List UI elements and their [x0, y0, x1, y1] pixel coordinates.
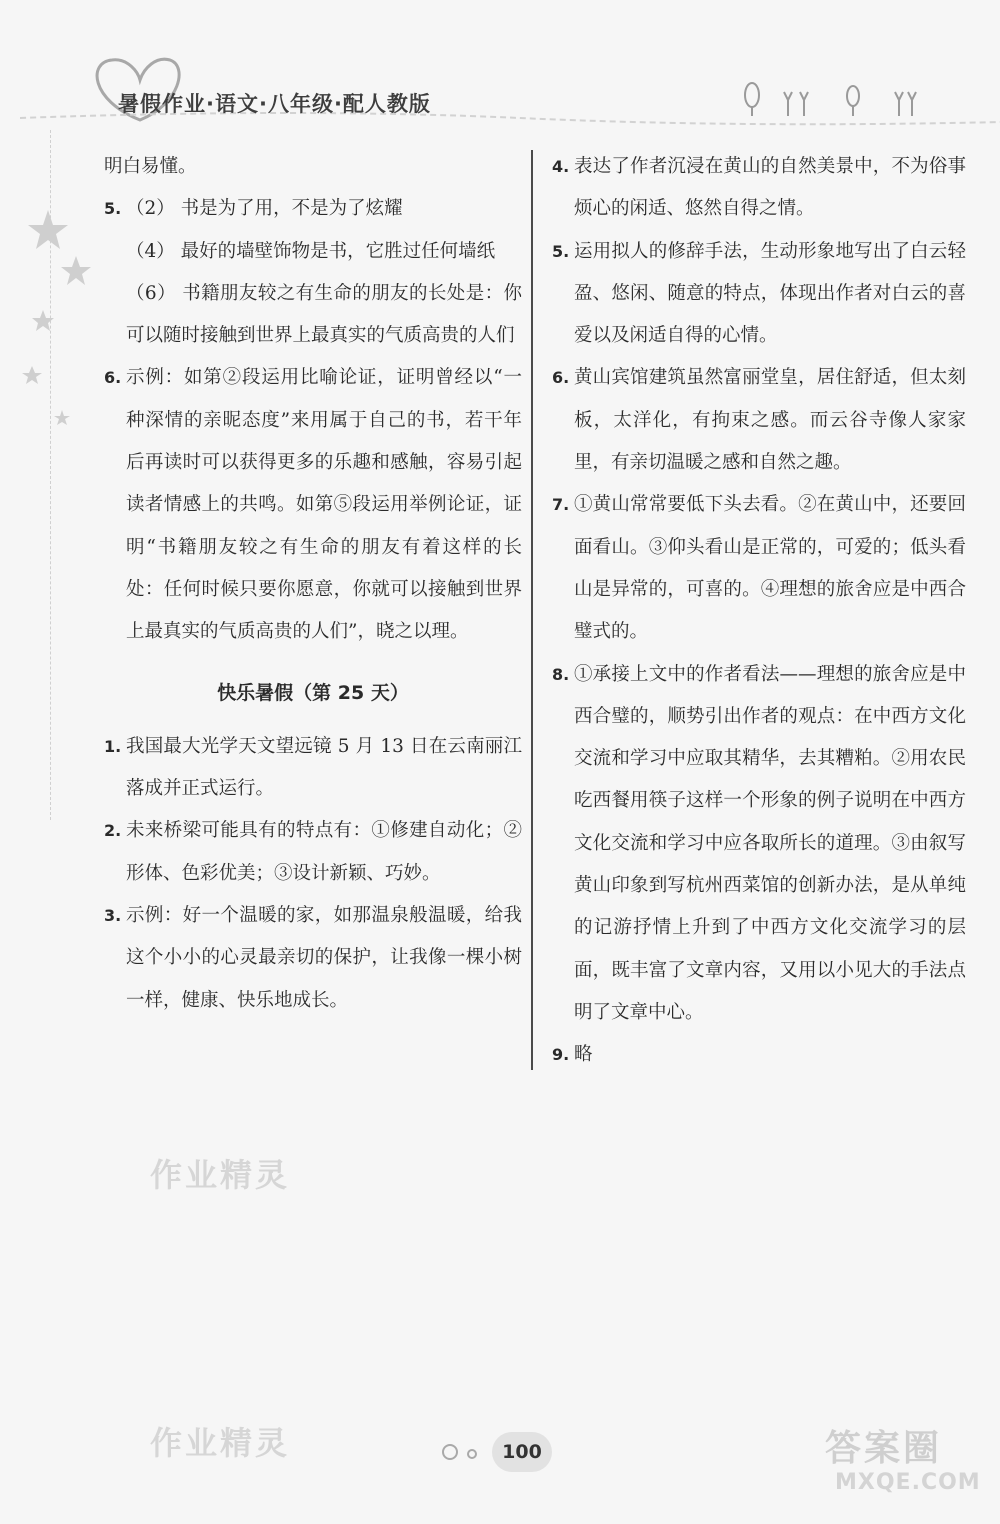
- answer-text: ①黄山常常要低下头去看。②在黄山中，还要回面看山。③仰头看山是正常的，可爱的；低头看山是异常的，可喜的。④理想的旅舍应是中西合璧式的。: [574, 494, 966, 643]
- answer-item-5: [552, 231, 966, 358]
- answer-item-2: [104, 810, 522, 895]
- star-icon: [54, 410, 70, 425]
- answer-text: 运用拟人的修辞手法，生动形象地写出了白云轻盈、悠闲、随意的特点，体现出作者对白云的喜爱以及闲适自得的心情。: [574, 240, 966, 347]
- answer-text: 略: [574, 1044, 593, 1066]
- watermark: 作业精灵: [150, 1156, 291, 1194]
- item-number: 2.: [104, 821, 122, 841]
- header-decoration: [0, 0, 1000, 160]
- answer-item-3: [104, 895, 522, 1022]
- star-icon: [22, 366, 42, 384]
- answer-item-1: [104, 726, 522, 811]
- answer-part: （2） 书是为了用，不是为了炫耀: [126, 198, 403, 220]
- plant-icons: [745, 83, 916, 116]
- answer-text: 未来桥梁可能具有的特点有：①修建自动化；②形体、色彩优美；③设计新颖、巧妙。: [126, 820, 522, 884]
- section-title: 快乐暑假（第 25 天）: [217, 681, 409, 704]
- star-icon: [61, 256, 91, 285]
- item-number: 3.: [104, 906, 122, 926]
- watermark: 作业精灵: [150, 1424, 291, 1462]
- answer-item-9: [552, 1034, 966, 1076]
- column-divider: [531, 150, 533, 1070]
- item-number: 6.: [104, 368, 122, 388]
- answer-text: 表达了作者沉浸在黄山的自然美景中，不为俗事烦心的闲适、悠然自得之情。: [574, 156, 966, 220]
- answer-item-4: [552, 146, 966, 231]
- page-number: 100: [492, 1432, 552, 1472]
- item-number: 8.: [552, 664, 570, 684]
- page-number-area: [440, 1428, 560, 1488]
- star-icon: [32, 310, 54, 331]
- right-column: [552, 146, 966, 1077]
- answer-text: 示例：好一个温暖的家，如那温泉般温暖，给我这个小小的心灵最亲切的保护，让我像一棵小树一样，健康、快乐地成长。: [126, 905, 522, 1011]
- item-number: 9.: [552, 1045, 570, 1065]
- watermark-site: MXQE.COM: [835, 1470, 981, 1495]
- item-number: 5.: [552, 241, 570, 261]
- page-header: [0, 0, 1000, 160]
- answer-item-6: [104, 357, 522, 653]
- answer-item-6: [552, 357, 966, 484]
- watermark-logo: 答案圈: [825, 1428, 943, 1469]
- answer-part: （4） 最好的墙壁饰物是书，它胜过任何墙纸: [126, 240, 496, 262]
- answer-part: （6） 书籍朋友较之有生命的朋友的长处是：你可以随时接触到世界上最真实的气质高贵的人们: [126, 282, 522, 347]
- continuation-text: 明白易懂。: [104, 156, 197, 177]
- answer-text: 示例：如第②段运用比喻论证，证明曾经以“一种深情的亲昵态度”来用属于自己的书，若干年后再读时可以获得更多的乐趣和感触，容易引起读者情感上的共鸣。如第⑤段运用举例论证，证明“书籍朋友较之有生命的朋友有着这样的长处：任何时候只要你愿意，你就可以接触到世界上最真实的气质高贵的人们”，晓之以理。: [126, 367, 522, 643]
- left-column: [104, 146, 522, 1022]
- answer-item-8: [552, 654, 966, 1035]
- answer-item-7: [552, 484, 966, 653]
- item-number: 1.: [104, 736, 122, 756]
- answer-text: 我国最大光学天文望远镜 5 月 13 日在云南丽江落成并正式运行。: [126, 735, 522, 800]
- answer-text: ①承接上文中的作者看法——理想的旅舍应是中西合璧的，顺势引出作者的观点：在中西方文化交流和学习中应取其精华，去其糟粕。②用农民吃西餐用筷子这样一个形象的例子说明在中西方文化交流和学习中应各取所长的道理。③由叙写黄山印象到写杭州西菜馆的创新办法，是从单纯的记游抒情上升到了中西方文化交流学习的层面，既丰富了文章内容，又用以小见大的手法点明了文章中心。: [574, 663, 966, 1023]
- item-number: 7.: [552, 495, 570, 515]
- answer-text: 黄山宾馆建筑虽然富丽堂皇，居住舒适，但太刻板，太洋化，有拘束之感。而云谷寺像人家家里，有亲切温暖之感和自然之趣。: [574, 367, 966, 474]
- item-number: 5.: [104, 199, 122, 219]
- dots-decoration: [440, 1436, 500, 1476]
- header-title: 暑假作业·语文·八年级·配人教版: [118, 92, 431, 116]
- item-number: 6.: [552, 368, 570, 388]
- item-number: 4.: [552, 157, 570, 176]
- answer-item-5: [104, 188, 522, 357]
- star-icon: [28, 210, 68, 249]
- star-decoration: [18, 200, 98, 440]
